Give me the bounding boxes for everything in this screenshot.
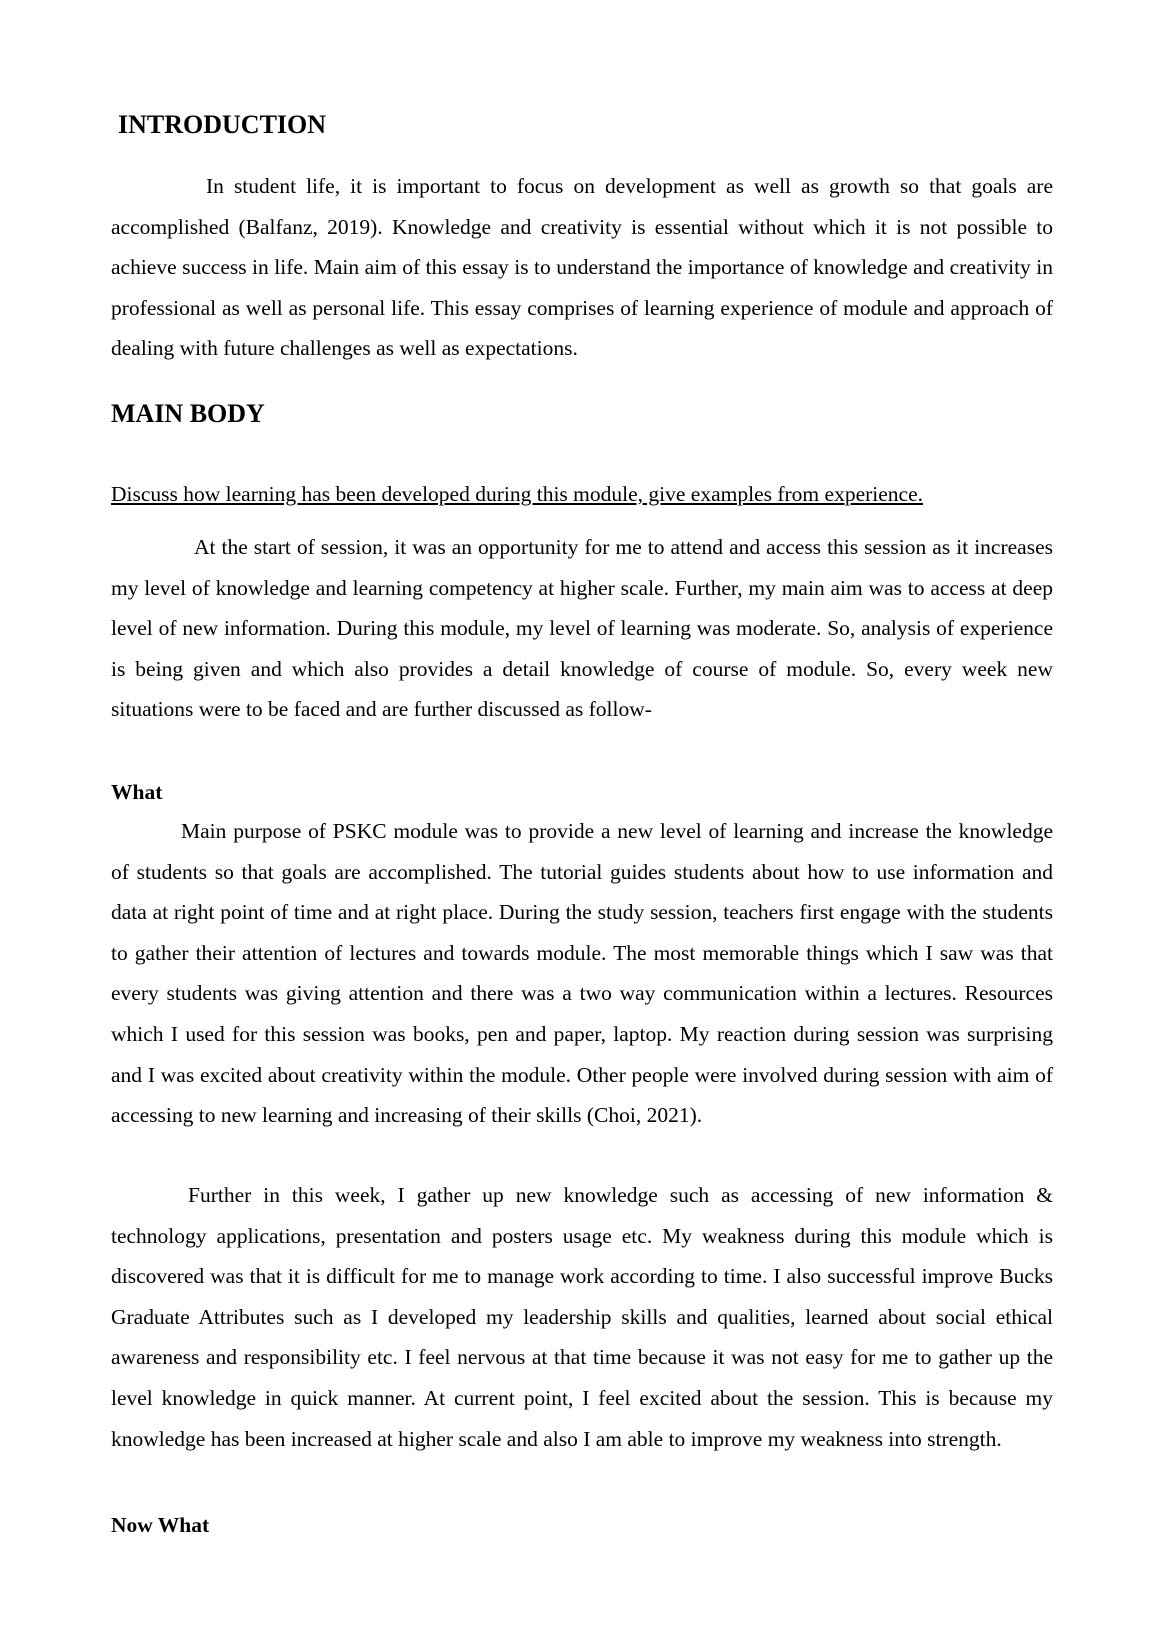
start-of-session-paragraph: At the start of session, it was an opportunity for me to attend and access this session as it increases my level of knowledge and learning competency at higher scale. Further, my main aim was to access at deep level of new information. During this module, my level of learning was moderate. So, analysis of experience is being given and which also provides a detail knowledge of course of module. So, every week new situations were to be faced and are further discussed as follow-: [111, 535, 1053, 722]
main-body-heading: MAIN BODY: [111, 399, 265, 428]
module-question: Discuss how learning has been developed during this module, give examples from experience.: [111, 482, 923, 506]
further-paragraph: Further in this week, I gather up new knowledge such as accessing of new information & technology applications, presentation and posters usage etc. My weakness during this module which is discovered was that it is difficult for me to manage work according to time. I also successful improve Bucks Graduate Attributes such as I developed my leadership skills and qualities, learned about social ethical awareness and responsibility etc. I feel nervous at that time because it was not easy for me to gather up the level knowledge in quick manner. At current point, I feel excited about the session. This is because my knowledge has been increased at higher scale and also I am able to improve my weakness into strength.: [111, 1183, 1053, 1451]
what-paragraph: Main purpose of PSKC module was to provide a new level of learning and increase the knowledge of students so that goals are accomplished. The tutorial guides students about how to use information and data at right point of time and at right place. During the study session, teachers first engage with the students to gather their attention of lectures and towards module. The most memorable things which I saw was that every students was giving attention and there was a two way communication within a lectures. Resources which I used for this session was books, pen and paper, laptop. My reaction during session was surprising and I was excited about creativity within the module. Other people were involved during session with aim of accessing to new learning and increasing of their skills (Choi, 2021).: [111, 819, 1053, 1128]
introduction-paragraph: In student life, it is important to focus on development as well as growth so that goals are accomplished (Balfanz, 2019). Knowledge and creativity is essential without which it is not possible to achieve success in life. Main aim of this essay is to understand the importance of knowledge and creativity in professional as well as personal life. This essay comprises of learning experience of module and approach of dealing with future challenges as well as expectations.: [111, 174, 1053, 361]
what-subheading: What: [111, 780, 163, 804]
now-what-subheading: Now What: [111, 1513, 210, 1537]
introduction-heading: INTRODUCTION: [118, 110, 327, 139]
